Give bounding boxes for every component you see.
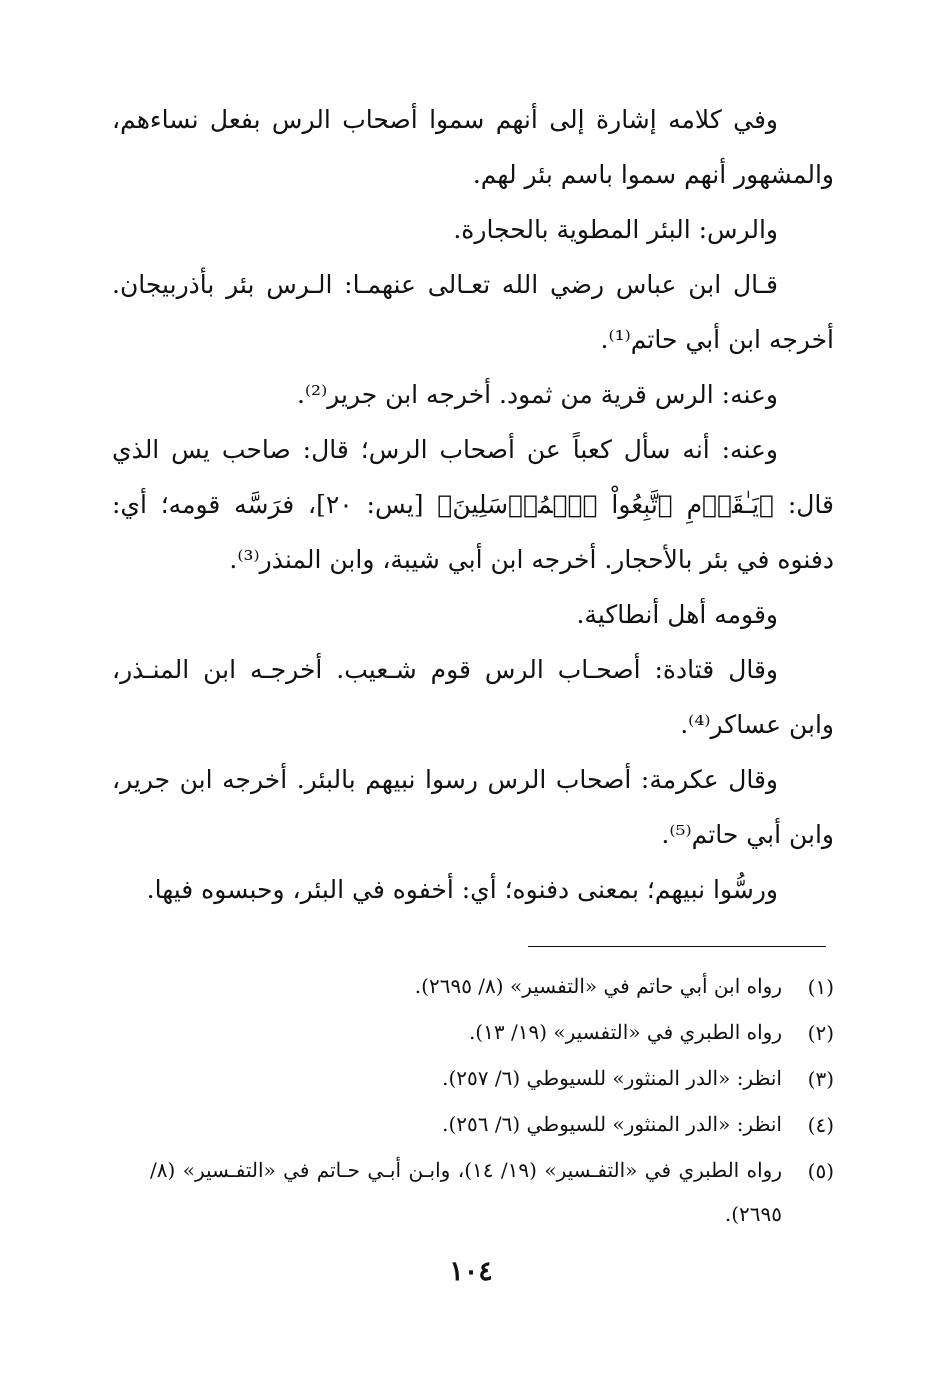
footnote-number: (٥)	[807, 1159, 834, 1183]
footnote-number: (٣)	[807, 1067, 834, 1091]
footnote-number: (١)	[807, 975, 834, 999]
footnote-text: رواه الطبري في «التفسير» (١٩/ ١٣).	[468, 1020, 782, 1044]
paragraph: قـال ابن عباس رضي الله تعـالى عنهمـا: الـرس بئر بأذربيجان. أخرجه ابن أبي حاتم⁽¹⁾.	[112, 270, 834, 354]
main-text	[112, 92, 834, 917]
paragraph: والرس: البئر المطوية بالحجارة.	[453, 215, 778, 244]
footnotes	[150, 964, 834, 1236]
paragraph: وفي كلامه إشارة إلى أنهم سموا أصحاب الرس بفعل نساءهم، والمشهور أنهم سموا باسم بئر لهم.	[112, 105, 834, 189]
footnote-item	[150, 1148, 834, 1236]
footnote-item	[150, 1010, 834, 1056]
footnote-item	[150, 1056, 834, 1102]
page-number: ١٠٤	[449, 1256, 493, 1287]
footnote-number: (٢)	[807, 1021, 834, 1045]
footnote-number: (٤)	[807, 1113, 834, 1137]
footnote-item	[150, 1102, 834, 1148]
footnote-item	[150, 964, 834, 1010]
paragraph: وعنه: أنه سأل كعباً عن أصحاب الرس؛ قال: صاحب يس الذي قال: ﴿يَـٰقَوۡمِ ٱتَّبِعُواْ ٱلۡمُرۡسَلِينَ﴾ [يس: ٢٠]، فرَسَّه قومه؛ أي: دفنوه في بئر بالأحجار. أخرجه ابن أبي شيبة، وابن المنذر⁽³⁾.	[112, 435, 834, 574]
footnote-text: رواه الطبري في «التفـسير» (١٩/ ١٤)، وابـن أبـي حـاتم في «التفـسير» (٨/ ٢٦٩٥).	[150, 1158, 782, 1226]
footnote-text: رواه ابن أبي حاتم في «التفسير» (٨/ ٢٦٩٥).	[414, 974, 782, 998]
paragraph: وعنه: الرس قرية من ثمود. أخرجه ابن جرير⁽²⁾.	[296, 380, 778, 409]
footnote-divider	[528, 946, 826, 947]
paragraph: وقال قتادة: أصحـاب الرس قوم شـعيب. أخرجـه ابن المنـذر، وابن عساكر⁽⁴⁾.	[112, 655, 834, 739]
paragraph: وقومه أهل أنطاكية.	[576, 600, 778, 629]
footnote-text: انظر: «الدر المنثور» للسيوطي (٦/ ٢٥٦).	[442, 1112, 782, 1136]
paragraph: وقال عكرمة: أصحاب الرس رسوا نبيهم بالبئر. أخرجه ابن جرير، وابن أبي حاتم⁽⁵⁾.	[112, 765, 834, 849]
footnote-text: انظر: «الدر المنثور» للسيوطي (٦/ ٢٥٧).	[442, 1066, 782, 1090]
paragraph: ورسُّوا نبيهم؛ بمعنى دفنوه؛ أي: أخفوه في البئر، وحبسوه فيها.	[146, 875, 778, 904]
